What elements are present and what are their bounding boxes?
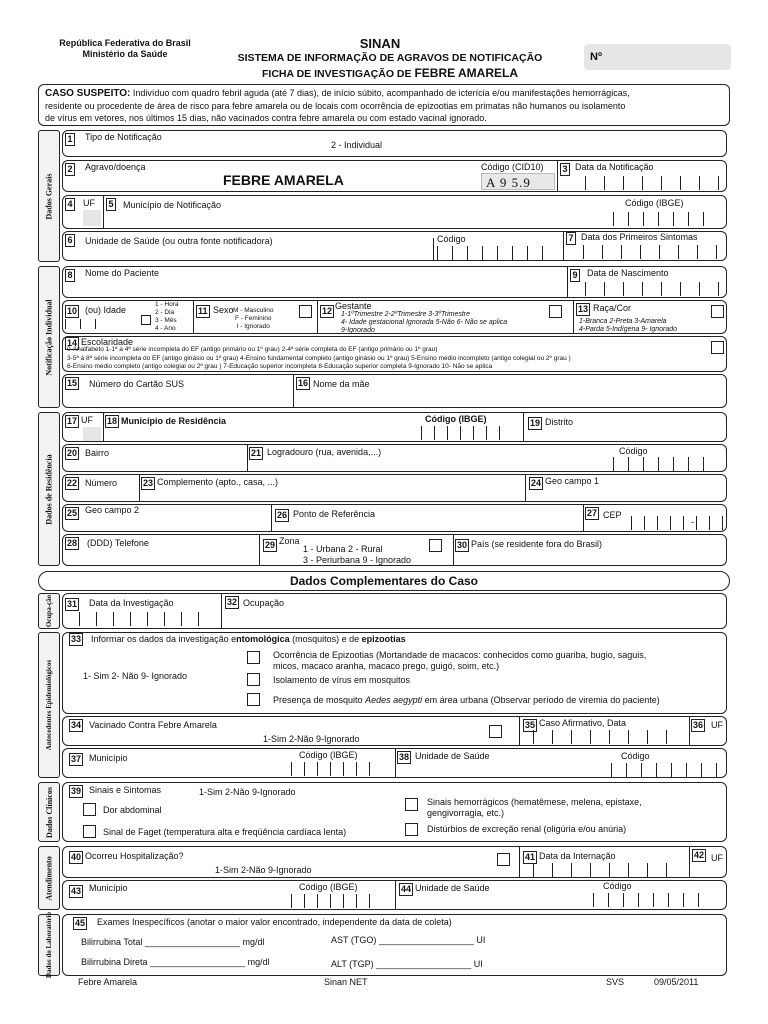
field-13-options: 1-Branca 2-Preta 3-Amarela 4-Parda 5-Indígena 9- Ignorado: [579, 318, 678, 333]
section-dados-clinicos: Dados Clínicos: [38, 782, 60, 842]
field-13-label: Raça/Cor: [593, 303, 632, 313]
field-15-label: Número do Cartão SUS: [89, 379, 185, 389]
field-35-date-slots[interactable]: [533, 730, 667, 744]
field-34-label: Vacinado Contra Febre Amarela: [89, 720, 217, 730]
field-5-label: Município de Notificação: [123, 200, 222, 210]
field-33-options: 1- Sim 2- Não 9- Ignorado: [83, 671, 188, 681]
section-ocupacao: Ocupa-ção: [38, 593, 60, 629]
field-34-options: 1-Sim 2-Não 9-Ignorado: [263, 734, 360, 744]
field-35-label: Caso Afirmativo, Data: [539, 718, 627, 728]
field-22-label: Número: [85, 478, 118, 488]
epizootias-checkbox[interactable]: [247, 651, 260, 664]
header-org: [45, 38, 205, 60]
field-7-label: Data dos Primeiros Sintomas: [581, 232, 698, 242]
suspect-line-2: residente ou procedente de área de risco para febre amarela ou de locais com ocorrência de epizootias em primatas não humanos ou isolamento: [45, 101, 626, 111]
field-45-label: Exames Inespecíficos (anotar o maior valor encontrado, independente da data de coleta): [97, 917, 452, 927]
field-38-code-slots[interactable]: [611, 763, 717, 777]
field-10-options: 1 - Hora 2 - Dia 3 - Mês 4 - Ano: [155, 301, 179, 332]
field-1-tipo-notificacao[interactable]: 1 Tipo de Notificação 2 - Individual: [62, 130, 727, 157]
epizootias-label-1: Ocorrência de Epizootias (Mortandade de macacos: conhecidos como guariba, bugio, saguis,: [273, 650, 647, 660]
footer-system: Sinan NET: [324, 977, 368, 987]
field-31-32-row: 31 Data da Investigação 32 Ocupação: [62, 593, 727, 629]
field-5-municipio-notificacao[interactable]: 4 UF 5 Município de Notificação Código (IBGE): [62, 195, 727, 229]
complementary-title-bar: [38, 571, 730, 591]
field-40-42-row: 40 Ocorreu Hospitalização? 1-Sim 2-Não 9-Ignorado 41 Data da Internação 42 UF: [62, 846, 727, 878]
field-20-21-row: 20 Bairro 21 Logradouro (rua, avenida,...) Código: [62, 444, 727, 472]
field-11-checkbox[interactable]: [299, 305, 312, 318]
field-29-options: 1 - Urbana 2 - Rural 3 - Periurbana 9 - Ignorado: [303, 544, 412, 565]
field-37-code-label: Código (IBGE): [299, 750, 358, 760]
field-21-code-label: Código: [619, 446, 648, 456]
field-2-label: Agravo/doença: [85, 162, 146, 172]
field-11-options: M - Masculino F - Feminino I - Ignorado: [233, 307, 274, 330]
field-17-uf-input[interactable]: [83, 427, 101, 441]
field-27-label: CEP: [603, 510, 622, 520]
ministry-label: Ministério da Saúde: [82, 49, 168, 59]
field-23-label: Complemento (apto., casa, ...): [157, 477, 279, 487]
renal-label: Distúrbios de excreção renal (oligúria e/ou anúria): [427, 824, 627, 834]
field-41-date-slots[interactable]: [533, 863, 667, 877]
field-44-label: Unidade de Saúde: [415, 883, 490, 893]
field-1-label: Tipo de Notificação: [85, 132, 162, 142]
cid-label: Código (CID10): [481, 162, 544, 172]
field-38-code-label: Código: [621, 751, 650, 761]
form-title: FICHA DE INVESTIGAÇÃO DE FEBRE AMARELA: [261, 66, 519, 80]
field-10-unit-checkbox[interactable]: [141, 315, 151, 325]
field-15-16-row: 15 Número do Cartão SUS 16 Nome da mãe: [62, 374, 727, 408]
alt-field[interactable]: ALT (TGP) ___________________ UI: [331, 959, 483, 969]
field-12-label: Gestante: [335, 301, 372, 311]
hemorragicos-label-2: gengivorragia, etc.): [427, 808, 505, 818]
field-14-label: Escolaridade: [81, 337, 134, 347]
field-3-label: Data da Notificação: [575, 162, 654, 172]
field-43-code-slots[interactable]: [291, 894, 370, 908]
section-dados-residencia: Dados de Residência: [38, 412, 60, 566]
faget-checkbox[interactable]: [83, 825, 96, 838]
field-12-options: 1-1ºTrimestre 2-2ºTrimestre 3-3ºTrimestre 4- Idade gestacional Ignorada 5-Não 6- Não se aplica 9-Ignorado: [341, 311, 508, 334]
field-34-36-row: 34 Vacinado Contra Febre Amarela 1-Sim 2-Não 9-Ignorado 35 Caso Afirmativo, Data 36 UF: [62, 716, 727, 746]
form-disease: FEBRE AMARELA: [414, 66, 519, 80]
field-5-code-slots[interactable]: [613, 212, 704, 226]
field-6-code-slots[interactable]: [437, 246, 543, 260]
republic-label: República Federativa do Brasil: [59, 38, 191, 48]
field-40-label: Ocorreu Hospitalização?: [85, 851, 184, 861]
field-3-date-slots[interactable]: [585, 176, 719, 190]
field-8-nome-paciente[interactable]: 8 Nome do Paciente 9 Data de Nascimento: [62, 266, 727, 298]
field-39-sinais: 39 Sinais e Sintomas 1-Sim 2-Não 9-Ignorado Dor abdominal Sinal de Faget (temperatura alta e freqüência cardíaca lenta) Sinais hemorrágicos (hematêmese, melena, epistaxe, gengivorragia, etc.) Distúrbios de excreção renal (oligúria e/ou anúria): [62, 782, 727, 842]
field-44-code-slots[interactable]: [593, 893, 699, 907]
field-39-label: Sinais e Sintomas: [89, 785, 162, 795]
virus-mosquito-label: Isolamento de vírus em mosquitos: [273, 675, 411, 685]
field-40-options: 1-Sim 2-Não 9-Ignorado: [215, 865, 312, 875]
field-44-code-label: Código: [603, 881, 632, 891]
field-6-label: Unidade de Saúde (ou outra fonte notificadora): [85, 236, 273, 246]
field-14-checkbox[interactable]: [711, 341, 724, 354]
bilirrubina-total-field[interactable]: Bilirrubina Total ___________________ mg/dl: [81, 937, 265, 947]
field-10-label: (ou) Idade: [85, 305, 127, 315]
field-20-label: Bairro: [85, 448, 110, 458]
footer-svs: SVS: [606, 977, 625, 987]
field-18-label: Município de Residência: [121, 416, 227, 426]
virus-mosquito-checkbox[interactable]: [247, 673, 260, 686]
field-9-date-slots[interactable]: [585, 282, 719, 296]
field-31-date-slots[interactable]: [79, 612, 199, 626]
dor-abdominal-checkbox[interactable]: [83, 803, 96, 816]
field-33-entomologica: 33 Informar os dados da investigação entomológica (mosquitos) e de epizootias 1- Sim 2- Não 9- Ignorado Ocorrência de Epizootias (Mortandade de macacos: conhecidos como guariba, bugio, saguis, micos, macaco aranha, macaco prego, guigó, soim, etc.) Isolamento de vírus em mosquitos Presença de mosquito Aedes aegypti em área urbana (Observar período de viremia do paciente): [62, 632, 727, 714]
renal-checkbox[interactable]: [405, 823, 418, 836]
section-dados-gerais: Dados Gerais: [38, 130, 60, 262]
field-28-label: (DDD) Telefone: [87, 538, 149, 548]
field-10-13-row: 10 (ou) Idade 1 - Hora 2 - Dia 3 - Mês 4 - Ano 11 Sexo M - Masculino F - Feminino I - Ignorado 12 Gestante 1-1ºTrimestre 2-2ºTrimestre 3-3ºTrimestre 4- Idade gestacional Ignorada 5-Não 6- Não se aplica 9-Ignorado 13 Raça/Cor 1-Branca 2-Preta 3-Amarela 4-Parda 5-Indígena 9- Ignorado: [62, 300, 727, 334]
field-37-38-row: 37 Município Código (IBGE) 38 Unidade de Saúde Código: [62, 748, 727, 778]
field-37-code-slots[interactable]: [291, 762, 370, 776]
field-28-30-row: 28 (DDD) Telefone 29 Zona 1 - Urbana 2 - Rural 3 - Periurbana 9 - Ignorado 30 País (se residente fora do Brasil): [62, 534, 727, 566]
system-subtitle: SISTEMA DE INFORMAÇÃO DE AGRAVOS DE NOTIFICAÇÃO: [237, 52, 543, 64]
field-40-checkbox[interactable]: [497, 853, 510, 866]
field-14-options: 0-Analfabeto 1-1ª a 4ª série incompleta do EF (antigo primário ou 1º grau) 2-4ª série completa do EF (antigo primário ou 1º grau) 3-5ª à 8ª série incompleta do EF (antigo ginásio ou 1º grau) 4-Ensino fundamental completo (antigo ginásio ou 1º grau) 5-Ensino médio incompleto (antigo colegial ou 2º grau ) 6-Ensino médio completo (antigo colegial ou 2º grau ) 7-Educação superior incompleta 8-Educação superior completa 9-Ignorado 10- Não se aplica: [67, 346, 571, 370]
field-37-label: Município: [89, 753, 128, 763]
field-39-options: 1-Sim 2-Não 9-Ignorado: [199, 787, 296, 797]
field-45-exames: 45 Exames Inespecíficos (anotar o maior valor encontrado, independente da data de coleta) Bilirrubina Total ___________________ mg/dl Bilirrubina Direta ___________________ mg/dl AST (TGO) ___________________ UI ALT (TGP) ___________________ UI: [62, 914, 727, 976]
field-6-unidade-saude[interactable]: 6 Unidade de Saúde (ou outra fonte notificadora) Código 7 Data dos Primeiros Sintomas: [62, 231, 727, 261]
field-4-uf-input[interactable]: [83, 210, 101, 226]
field-2-agravo[interactable]: 2 Agravo/doença FEBRE AMARELA Código (CID10) A 9 5.9 3 Data da Notificação: [62, 160, 727, 192]
suspect-title: CASO SUSPEITO:: [45, 88, 131, 99]
number-label: Nº: [590, 51, 602, 63]
field-27-cep-slots[interactable]: [631, 516, 723, 530]
field-36-label: UF: [711, 720, 723, 730]
bilirrubina-direta-field[interactable]: Bilirrubina Direta ___________________ mg/dl: [81, 957, 270, 967]
field-18-code-label: Código (IBGE): [425, 414, 487, 424]
hemorragicos-checkbox[interactable]: [405, 798, 418, 811]
system-title: SINAN: [359, 36, 401, 51]
field-8-label: Nome do Paciente: [85, 268, 160, 278]
field-22-24-row: 22 Número 23 Complemento (apto., casa, ...) 24 Geo campo 1: [62, 474, 727, 502]
cid-code-box: [481, 173, 555, 190]
complementary-title: Dados Complementares do Caso: [289, 574, 479, 588]
aedes-label: Presença de mosquito Aedes aegypti em área urbana (Observar período de viremia do paciente): [273, 695, 660, 705]
field-43-label: Município: [89, 883, 128, 893]
field-29-checkbox[interactable]: [429, 539, 442, 552]
aedes-checkbox[interactable]: [247, 693, 260, 706]
field-21-label: Logradouro (rua, avenida,...): [267, 447, 382, 457]
field-25-27-row: 25 Geo campo 2 26 Ponto de Referência 27 CEP -: [62, 504, 727, 532]
dor-abdominal-label: Dor abdominal: [103, 805, 162, 815]
field-14-escolaridade[interactable]: 14 Escolaridade 0-Analfabeto 1-1ª a 4ª série incompleta do EF (antigo primário ou 1º grau) 2-4ª série completa do EF (antigo primário ou 1º grau) 3-5ª à 8ª série incompleta do EF (antigo ginásio ou 1º grau) 4-Ensino fundamental completo (antigo ginásio ou 1º grau) 5-Ensino médio incompleto (antigo colegial ou 2º grau ) 6-Ensino médio completo (antigo colegial ou 2º grau ) 7-Educação superior incompleta 8-Educação superior completa 9-Ignorado 10- Não se aplica: [62, 336, 727, 372]
field-29-label: Zona: [279, 536, 300, 546]
field-43-44-row: 43 Município Código (IBGE) 44 Unidade de Saúde Código: [62, 880, 727, 910]
field-18-code-slots[interactable]: [421, 426, 500, 440]
hemorragicos-label-1: Sinais hemorrágicos (hematêmese, melena, epistaxe,: [427, 797, 642, 807]
footer-form-name: Febre Amarela: [78, 977, 138, 987]
field-24-label: Geo campo 1: [545, 476, 600, 486]
field-12-checkbox[interactable]: [549, 305, 562, 318]
field-11-label: Sexo: [213, 305, 234, 315]
cid-value: A 9 5.9: [486, 175, 531, 190]
field-4-label: UF: [83, 198, 95, 208]
field-43-code-label: Código (IBGE): [299, 882, 358, 892]
field-17-19-row: 17 UF 18 Município de Residência Código (IBGE) 19 Distrito: [62, 412, 727, 442]
field-10-age-slots[interactable]: [65, 319, 125, 329]
field-34-checkbox[interactable]: [489, 725, 502, 738]
field-21-code-slots[interactable]: [613, 457, 704, 471]
faget-label: Sinal de Faget (temperatura alta e freqüência cardíaca lenta): [103, 827, 347, 837]
field-19-label: Distrito: [545, 417, 574, 427]
field-7-date-slots[interactable]: [583, 245, 717, 259]
suspect-case-box: [38, 84, 730, 126]
field-9-label: Data de Nascimento: [587, 268, 669, 278]
suspect-line-1: Indivíduo com quadro febril aguda (até 7 dias), de início súbito, acompanhado de icterícia e/ou manifestações hemorrágicas,: [132, 88, 630, 98]
section-notificacao-individual: Notificação Individual: [38, 266, 60, 408]
field-13-checkbox[interactable]: [711, 305, 724, 318]
field-5-code-label: Código (IBGE): [625, 198, 684, 208]
field-1-value: 2 - Individual: [331, 140, 383, 150]
field-2-value: FEBRE AMARELA: [223, 172, 344, 188]
field-32-label: Ocupação: [243, 598, 285, 608]
section-antecedentes: Antecedentes Epidemiológicos: [38, 632, 60, 778]
field-42-label: UF: [711, 853, 723, 863]
notification-number-box[interactable]: [584, 44, 731, 70]
epizootias-label-2: micos, macaco aranha, macaco prego, guigó, soim, etc.): [273, 661, 500, 671]
field-33-label: Informar os dados da investigação entomológica (mosquitos) e de epizootias: [91, 634, 406, 644]
field-16-label: Nome da mãe: [313, 379, 370, 389]
field-17-label: UF: [81, 415, 93, 425]
field-41-label: Data da Internação: [539, 851, 616, 861]
field-30-label: País (se residente fora do Brasil): [471, 539, 603, 549]
ast-field[interactable]: AST (TGO) ___________________ UI: [331, 935, 486, 945]
field-26-label: Ponto de Referência: [293, 509, 376, 519]
section-atendimento: Atendimento: [38, 846, 60, 910]
field-31-label: Data da Investigação: [89, 598, 174, 608]
field-6-code-label: Código: [437, 234, 466, 244]
footer-date: 09/05/2011: [654, 977, 699, 987]
suspect-line-3: de vírus em vetores, nos últimos 15 dias, não vacinados contra febre amarela ou com estado vacinal ignorado.: [45, 113, 487, 123]
field-25-label: Geo campo 2: [85, 505, 140, 515]
field-38-label: Unidade de Saúde: [415, 751, 490, 761]
section-laboratorio: Dados do Laboratório: [38, 914, 60, 976]
